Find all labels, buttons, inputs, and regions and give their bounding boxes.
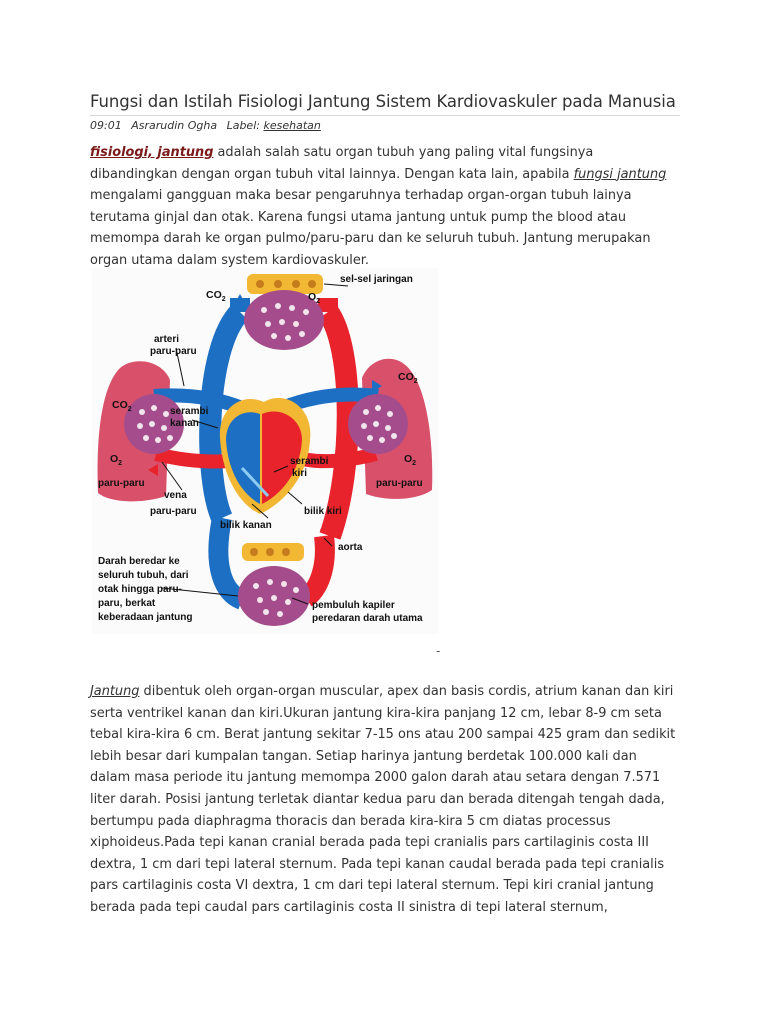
vena-label-2: paru-paru	[150, 506, 197, 517]
label-prefix: Label:	[226, 119, 260, 132]
intro-paragraph	[90, 142, 680, 272]
bilik-kanan-label: bilik kanan	[220, 520, 272, 531]
jantung-link[interactable]: Jantung	[90, 684, 140, 699]
arteri-label-2: paru-paru	[150, 346, 197, 357]
post-author[interactable]: Asrarudin Ogha	[131, 119, 218, 132]
bottom-tissue-cells	[242, 543, 304, 561]
intro-text-2: mengalami gangguan maka besar pengaruhnya terhadap organ-organ tubuh lainya terutama ginjal dan otak. Karena fungsi utama jantung untuk pump the blood atau memompa darah ke organ pulmo/paru-paru dan ke seluruh tubuh. Jantung merupakan organ utama dalam system kardiovaskuler.	[90, 188, 651, 268]
bilik-kiri-label: bilik kiri	[304, 506, 342, 517]
serambi-kanan-label-2: kanan	[170, 418, 199, 429]
co2-right-label: $CO_2$	[398, 371, 418, 385]
serambi-kiri-label-1: serambi	[290, 456, 329, 467]
paru-left-label: paru-paru	[98, 478, 145, 489]
post-title[interactable]: Fungsi dan Istilah Fisiologi Jantung Sistem Kardiovaskuler pada Manusia	[90, 92, 676, 111]
svg-text:seluruh tubuh, dari: seluruh tubuh, dari	[98, 570, 189, 581]
co2-left-label: $CO_2$	[112, 399, 132, 413]
o2-top-label: $O_2$	[308, 291, 321, 305]
label-link-kesehatan[interactable]: kesehatan	[263, 119, 321, 132]
svg-text:otak hingga paru-: otak hingga paru-	[98, 584, 182, 595]
o2-left-label: $O_2$	[110, 453, 123, 467]
serambi-kiri-label-2: kiri	[292, 468, 308, 479]
aorta-label: aorta	[338, 542, 363, 553]
svg-text:keberadaan jantung: keberadaan jantung	[98, 612, 193, 623]
circulation-diagram	[92, 268, 438, 634]
sel-jaringan-label: sel-sel jaringan	[340, 274, 413, 285]
post-meta	[90, 119, 680, 132]
fungsi-jantung-link[interactable]: fungsi jantung	[573, 166, 667, 182]
pembuluh-kapiler-label-1: pembuluh kapiler	[312, 600, 395, 611]
arteri-label-1: arteri	[154, 334, 180, 345]
o2-right-label: $O_2$	[404, 453, 417, 467]
serambi-kanan-label-1: serambi	[170, 406, 209, 417]
diagram-caption	[98, 556, 192, 623]
fisiologi-jantung-link[interactable]: fisiologi, jantung	[90, 145, 214, 160]
intro-text-1: adalah salah satu organ tubuh yang paling vital fungsinya dibandingkan dengan organ tubuh vital lainnya. Dengan kata lain, apabila	[90, 145, 594, 182]
svg-text:Darah beredar ke: Darah beredar ke	[98, 556, 180, 567]
body-paragraph-2-text: dibentuk oleh organ-organ muscular, apex dan basis cordis, atrium kanan dan kiri serta ventrikel kanan dan kiri.Ukuran jantung kira-kira panjang 12 cm, lebar 8-9 cm seta tebal kira-kira 6 cm. Berat jantung sekitar 7-15 ons atau 200 sampai 425 gram dan sedikit lebih besar dari kumpalan tangan. Setiap harinya jantung berdetak 100.000 kali dan dalam masa periode itu jantung memompa 2000 galon darah atau setara dengan 7.571 liter darah. Posisi jantung terletak diantar kedua paru dan berada ditengah tengah dada, bertumpu pada diaphragma thoracis dan berada kira-kira 5 cm diatas processus xiphoideus.Pada tepi kanan cranial berada pada tepi cranialis pars cartilaginis costa III dextra, 1 cm dari tepi lateral sternum. Pada tepi kanan caudal berada pada tepi cranialis pars cartilaginis costa VI dextra, 1 cm dari tepi lateral sternum. Tepi kiri cranial jantung berada pada tepi caudal pars cartilaginis costa II sinistra di tepi lateral sternum,	[90, 684, 676, 915]
title-divider	[90, 115, 680, 116]
pembuluh-kapiler-label-2: peredaran darah utama	[312, 613, 423, 624]
svg-text:paru, berkat: paru, berkat	[98, 598, 156, 609]
separator-dash: -	[436, 644, 441, 658]
post-time[interactable]: 09:01	[90, 119, 122, 132]
post-container	[90, 92, 680, 272]
paru-right-label: paru-paru	[376, 478, 423, 489]
co2-top-label: $CO_2$	[206, 289, 226, 303]
body-paragraph-2	[90, 681, 680, 919]
vena-label-1: vena	[164, 490, 187, 501]
circulation-svg	[92, 268, 438, 634]
